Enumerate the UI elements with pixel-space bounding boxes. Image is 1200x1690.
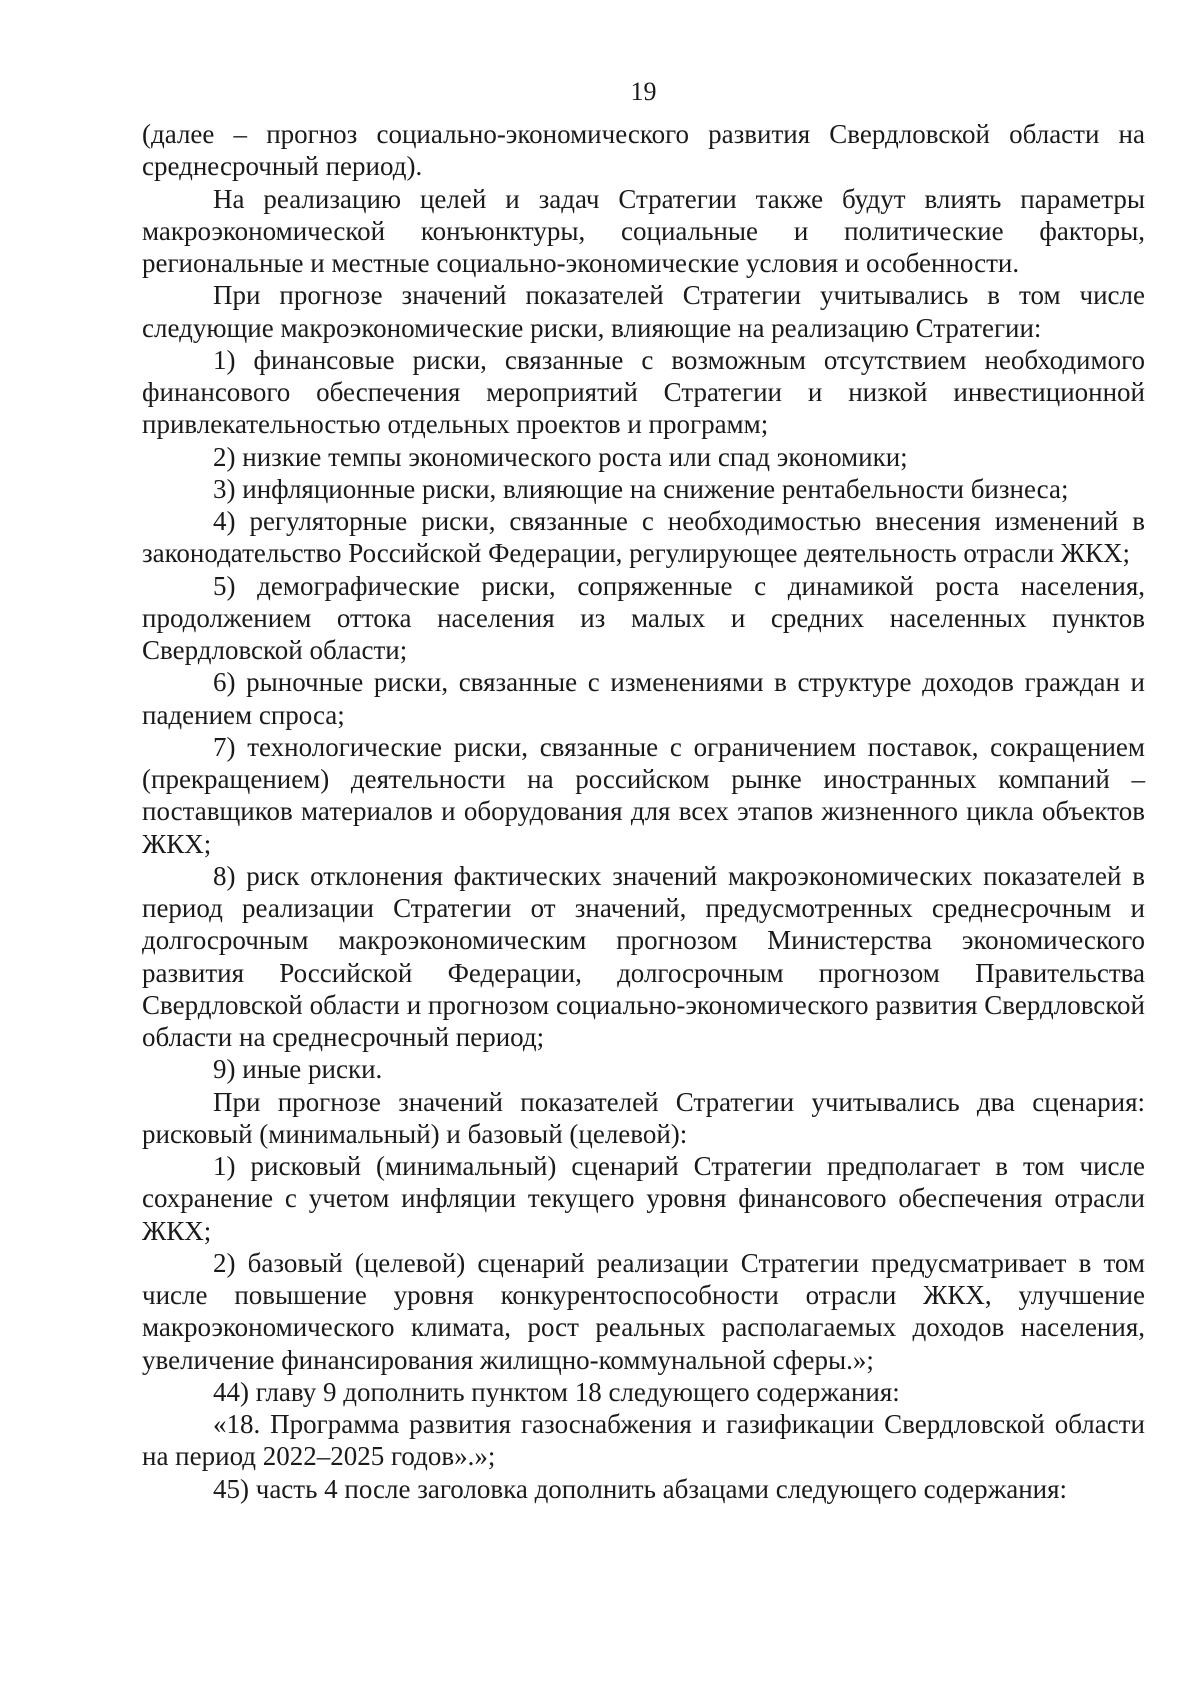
list-item: 6) рыночные риски, связанные с изменениями в структуре доходов граждан и падением спроса; — [142, 667, 1145, 730]
list-item: 1) финансовые риски, связанные с возможным отсутствием необходимого финансового обеспечения мероприятий Стратегии и низкой инвестиционной привлекательностью отдельных проектов и программ; — [142, 344, 1145, 440]
paragraph: При прогнозе значений показателей Стратегии учитывались в том числе следующие макроэкономические риски, влияющие на реализацию Стратегии: — [142, 280, 1145, 343]
body-text — [142, 118, 1145, 1505]
page-number: 19 — [630, 77, 657, 106]
list-item: 5) демографические риски, сопряженные с динамикой роста населения, продолжением оттока населения из малых и средних населенных пунктов Свердловской области; — [142, 570, 1145, 665]
list-item: 8) риск отклонения фактических значений макроэкономических показателей в период реализации Стратегии от значений, предусмотренных среднесрочным и долгосрочным макроэкономическим прогнозом Министерства экономического развития Российской Федерации, долгосрочным прогнозом Правительства Свердловской области и прогнозом социально-экономического развития Свердловской области на среднесрочный период; — [142, 860, 1145, 1052]
list-item: 7) технологические риски, связанные с ограничением поставок, сокращением (прекращением) деятельности на российском рынке иностранных компаний – поставщиков материалов и оборудования для всех этапов жизненного цикла объектов ЖКХ; — [142, 731, 1145, 859]
paragraph: (далее – прогноз социально-экономического развития Свердловской области на среднесрочный период). — [142, 119, 1145, 182]
amendment-item: 45) часть 4 после заголовка дополнить абзацами следующего содержания: — [213, 1473, 1068, 1504]
list-item: 4) регуляторные риски, связанные с необходимостью внесения изменений в законодательство Российской Федерации, регулирующее деятельность отрасли ЖКХ; — [142, 506, 1145, 569]
quoted-paragraph: «18. Программа развития газоснабжения и газификации Свердловской области на период 2022–2025 годов».»; — [142, 1409, 1145, 1472]
list-item: 9) иные риски. — [213, 1054, 383, 1085]
list-item: 2) низкие темпы экономического роста или спад экономики; — [213, 441, 908, 472]
list-item: 2) базовый (целевой) сценарий реализации Стратегии предусматривает в том числе повышение уровня конкурентоспособности отрасли ЖКХ, улучшение макроэкономического климата, рост реальных располагаемых доходов населения, увеличение финансирования жилищно-коммунальной сферы.»; — [142, 1247, 1145, 1375]
list-item: 1) рисковый (минимальный) сценарий Стратегии предполагает в том числе сохранение с учетом инфляции текущего уровня финансового обеспечения отрасли ЖКХ; — [142, 1151, 1145, 1246]
amendment-item: 44) главу 9 дополнить пунктом 18 следующего содержания: — [213, 1376, 900, 1407]
paragraph: На реализацию целей и задач Стратегии также будут влиять параметры макроэкономической конъюнктуры, социальные и политические факторы, региональные и местные социально-экономические условия и особенности. — [142, 183, 1145, 278]
list-item: 3) инфляционные риски, влияющие на снижение рентабельности бизнеса; — [213, 473, 1069, 504]
paragraph: При прогнозе значений показателей Стратегии учитывались два сценария: рисковый (минимальный) и базовый (целевой): — [142, 1086, 1145, 1149]
